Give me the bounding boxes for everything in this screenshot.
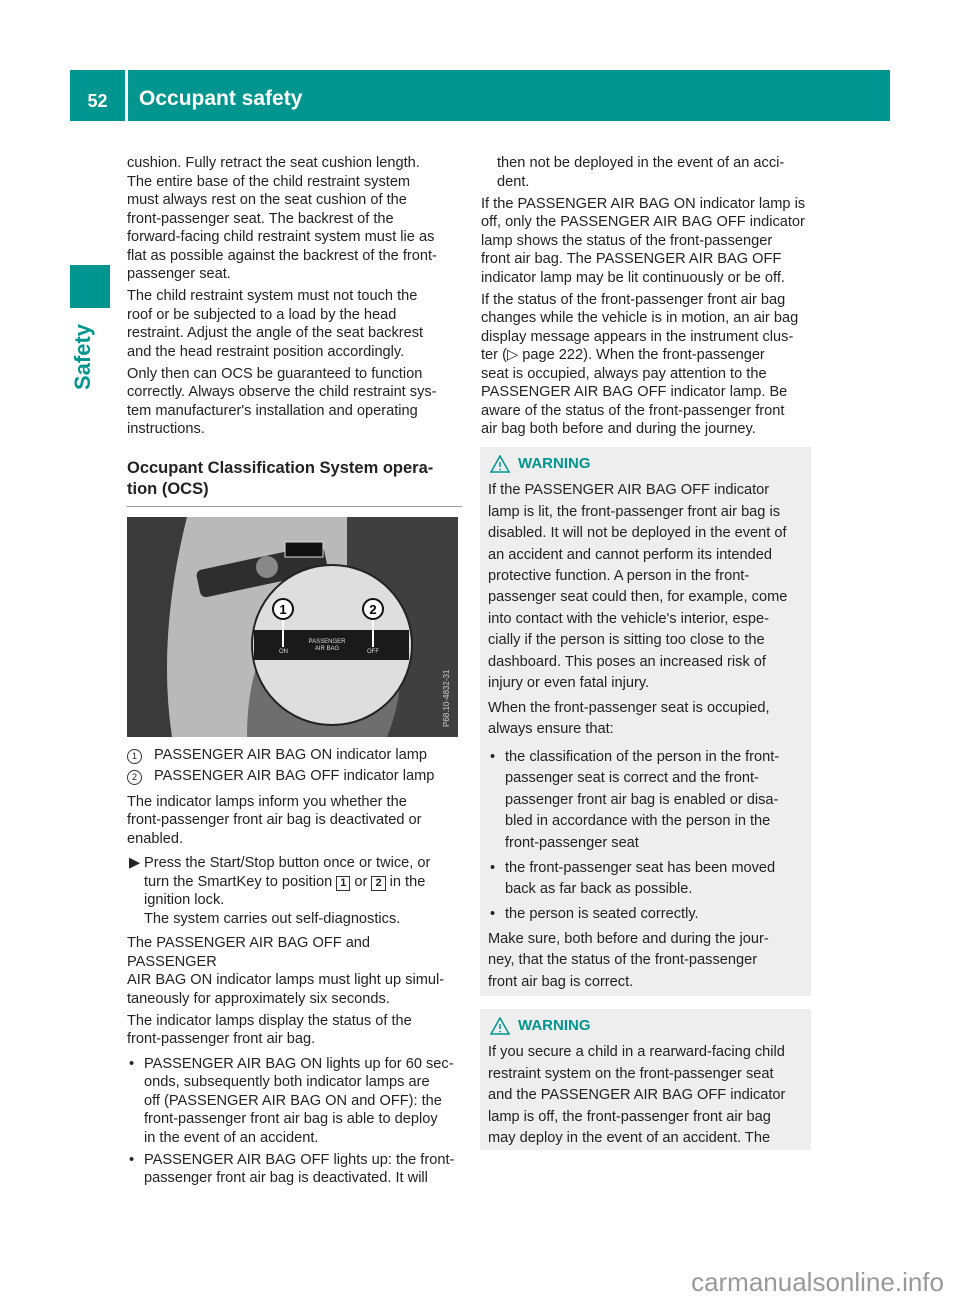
paragraph: If you secure a child in a rearward-facing child restraint system on the front-passenger seat and the PASSENGER AIR BAG OFF indicator lamp is off, the front-passenger front air bag may deploy in the event of an accident. The	[488, 1044, 786, 1147]
legend-text: PASSENGER AIR BAG ON indicator lamp	[154, 746, 428, 763]
section-tab-marker	[70, 265, 110, 308]
bullet-icon: •	[129, 1055, 135, 1072]
callout-number: 2	[127, 770, 142, 785]
figure-code: P68.10-4832-31	[442, 669, 451, 727]
paragraph: If the PASSENGER AIR BAG OFF indicator lamp is lit, the front-passenger front air bag is disabled. It will not be deployed in the event of an accident and cannot perform its intended protective function. A person in the front- passenger seat could then, for example, come into contact with the vehicle's interior, espe- cially if the person is sitting too close to the dashboard. This poses an increased risk of injury or even fatal injury.	[488, 482, 788, 692]
callout-1: 1	[279, 601, 287, 617]
key-position-2: 2	[371, 876, 385, 891]
bullet-icon: •	[129, 1151, 135, 1168]
legend-item	[127, 767, 462, 786]
page-title: Occupant safety	[128, 70, 890, 121]
bullet-item	[488, 747, 803, 854]
warning-title: WARNING	[518, 455, 591, 472]
bullet-text: the person is seated correctly.	[505, 905, 699, 922]
bullet-icon: •	[490, 905, 496, 922]
paragraph: The PASSENGER AIR BAG OFF and PASSENGER AIR BAG ON indicator lamps must light up simul- taneously for approximately six seconds.	[127, 935, 445, 1007]
step-text: in the ignition lock. The system carries out self-diagnostics.	[144, 873, 426, 927]
instruction-step	[127, 854, 462, 928]
divider	[127, 506, 462, 507]
warning-triangle-icon	[490, 455, 510, 473]
step-text: Press the Start/Stop button once or twice, or turn the SmartKey to position	[144, 855, 431, 890]
warning-box	[480, 447, 811, 996]
warning-box	[480, 1009, 811, 1150]
panel-label: PASSENGER	[308, 638, 346, 645]
off-label: OFF	[367, 648, 379, 655]
paragraph: then not be deployed in the event of an acci- dent.	[497, 155, 785, 190]
warning-title: WARNING	[518, 1017, 591, 1034]
callout-2: 2	[369, 601, 377, 617]
bullet-item	[127, 1055, 462, 1148]
callout-number: 1	[127, 749, 142, 764]
left-column	[127, 154, 462, 1191]
right-column	[481, 154, 816, 442]
section-heading: Occupant Classification System opera- tion (OCS)	[127, 458, 434, 498]
warning-triangle-icon	[490, 1017, 510, 1035]
legend-text: PASSENGER AIR BAG OFF indicator lamp	[154, 768, 435, 785]
paragraph: If the status of the front-passenger front air bag changes while the vehicle is in motion, an air bag display message appears in the instrument clus- ter (▷ page 222). When the front-passenger seat is occupied, always pay attention to the PASSENGER AIR BAG OFF indicator lamp. Be aware of the status of the front-passenger front air bag both before and during the journey.	[481, 291, 799, 438]
bullet-text: the front-passenger seat has been moved back as far back as possible.	[505, 859, 776, 897]
paragraph: If the PASSENGER AIR BAG ON indicator lamp is off, only the PASSENGER AIR BAG OFF indicator lamp shows the status of the front-passenger front air bag. The PASSENGER AIR BAG OFF indicator lamp may be lit continuously or be off.	[481, 195, 806, 286]
paragraph: When the front-passenger seat is occupied, always ensure that:	[488, 700, 770, 738]
paragraph: Only then can OCS be guaranteed to function correctly. Always observe the child restraint sys- tem manufacturer's installation and operating instructions.	[127, 365, 437, 438]
paragraph: Make sure, both before and during the jour- ney, that the status of the front-passenger front air bag is correct.	[488, 930, 769, 990]
paragraph: cushion. Fully retract the seat cushion length. The entire base of the child restraint system must always rest on the seat cushion of the front-passenger seat. The backrest of the forward-facing child restraint system must lie as flat as possible against the backrest of the front- passenger seat.	[127, 155, 437, 282]
on-label: ON	[279, 648, 288, 655]
paragraph: The child restraint system must not touch the roof or be subjected to a load by the head restraint. Adjust the angle of the seat backrest and the head restraint position accordingly.	[127, 288, 424, 360]
ocs-indicator-figure	[127, 517, 458, 737]
bullet-icon: •	[490, 748, 496, 765]
legend-item	[127, 746, 462, 765]
paragraph: The indicator lamps display the status of the front-passenger front air bag.	[127, 1012, 412, 1048]
bullet-item	[127, 1151, 462, 1188]
bullet-text: PASSENGER AIR BAG ON lights up for 60 sec- onds, subsequently both indicator lamps are off (PASSENGER AIR BAG ON and OFF): the front-passenger front air bag is able to deploy in the event of an accident.	[144, 1055, 454, 1146]
warning-header	[490, 1015, 803, 1036]
key-position-1: 1	[336, 876, 350, 891]
warning-header	[490, 453, 803, 474]
page-number: 52	[70, 70, 125, 121]
bullet-icon: •	[490, 859, 496, 876]
svg-text:AIR BAG: AIR BAG	[314, 645, 340, 652]
step-arrow-icon: ▶	[129, 855, 141, 872]
watermark: carmanualsonline.info	[691, 1267, 944, 1297]
section-tab-label: Safety	[70, 323, 95, 390]
bullet-item	[488, 858, 803, 901]
paragraph: The indicator lamps inform you whether the front-passenger front air bag is deactivated or enabled.	[127, 793, 422, 847]
bullet-text: PASSENGER AIR BAG OFF lights up: the front- passenger front air bag is deactivated. It will	[144, 1151, 455, 1187]
step-text: or	[350, 873, 372, 890]
bullet-item	[488, 904, 803, 925]
bullet-text: the classification of the person in the front- passenger seat is correct and the front- passenger front air bag is enabled or disa- bled in accordance with the person in the front-passenger seat	[505, 748, 780, 851]
